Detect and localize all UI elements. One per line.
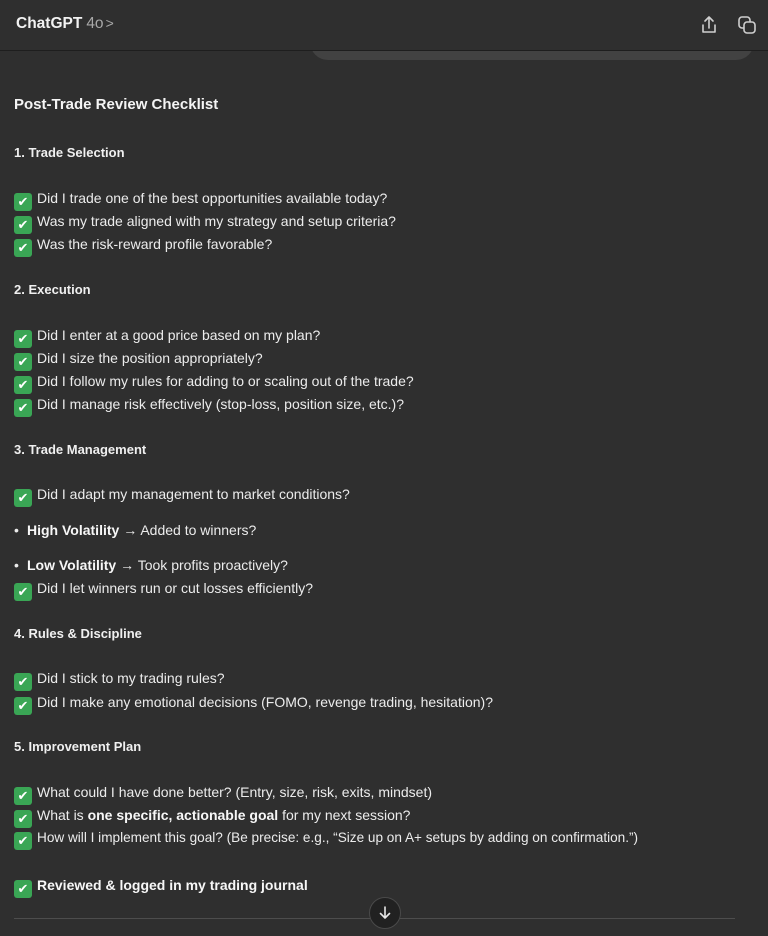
section-heading: 3. Trade Management — [14, 442, 147, 457]
check-icon: ✔ — [14, 673, 32, 691]
final-checklist-item: ✔ Reviewed & logged in my trading journal — [14, 875, 308, 895]
chevron-right-icon: > — [105, 15, 114, 31]
checklist-item: ✔ Did I trade one of the best opportunities available today? — [14, 188, 387, 208]
top-bar — [0, 0, 768, 51]
check-icon: ✔ — [14, 399, 32, 417]
checklist-item: ✔ Did I size the position appropriately? — [14, 348, 263, 368]
scroll-to-bottom-button[interactable] — [369, 897, 401, 929]
check-icon: ✔ — [14, 353, 32, 371]
bullet-item: • Low Volatility → Took profits proactively? — [14, 557, 288, 573]
checklist-item: ✔ Did I enter at a good price based on my plan? — [14, 325, 320, 345]
section-heading: 5. Improvement Plan — [14, 739, 142, 754]
section-heading: 1. Trade Selection — [14, 145, 125, 160]
section-heading: 2. Execution — [14, 282, 91, 297]
check-icon: ✔ — [14, 880, 32, 898]
check-icon: ✔ — [14, 832, 32, 850]
checklist-title: Post-Trade Review Checklist — [14, 96, 219, 113]
checklist-item: ✔ Was the risk-reward profile favorable? — [14, 234, 272, 254]
bullet-item: • High Volatility → Added to winners? — [14, 522, 257, 538]
check-icon: ✔ — [14, 697, 32, 715]
arrow-down-icon — [370, 898, 400, 928]
model-selector[interactable] — [16, 15, 114, 33]
model-name: 4o — [86, 15, 104, 32]
checklist-item: ✔ Was my trade aligned with my strategy and setup criteria? — [14, 211, 396, 231]
new-chat-icon[interactable] — [736, 14, 758, 36]
check-icon: ✔ — [14, 216, 32, 234]
check-icon: ✔ — [14, 787, 32, 805]
check-icon: ✔ — [14, 239, 32, 257]
checklist-item: ✔ Did I adapt my management to market conditions? — [14, 484, 350, 504]
checklist-item: ✔ Did I stick to my trading rules? — [14, 668, 225, 688]
check-icon: ✔ — [14, 489, 32, 507]
check-icon: ✔ — [14, 810, 32, 828]
app-name: ChatGPT — [16, 15, 83, 32]
checklist-item: ✔ Did I follow my rules for adding to or scaling out of the trade? — [14, 371, 414, 391]
check-icon: ✔ — [14, 376, 32, 394]
checklist-item: ✔ Did I make any emotional decisions (FOMO, revenge trading, hesitation)? — [14, 692, 493, 712]
bullet-icon: • — [14, 557, 19, 573]
check-icon: ✔ — [14, 193, 32, 211]
checklist-item: ✔ How will I implement this goal? (Be precise: e.g., “Size up on A+ setups by adding on confirmation.”) — [14, 828, 638, 848]
checklist-item: ✔ What is one specific, actionable goal for my next session? — [14, 805, 410, 825]
bullet-icon: • — [14, 522, 19, 538]
section-heading: 4. Rules & Discipline — [14, 626, 142, 641]
checklist-item: ✔ What could I have done better? (Entry, size, risk, exits, mindset) — [14, 782, 432, 802]
share-icon[interactable] — [698, 14, 720, 36]
check-icon: ✔ — [14, 583, 32, 601]
checklist-item: ✔ Did I manage risk effectively (stop-loss, position size, etc.)? — [14, 394, 404, 414]
check-icon: ✔ — [14, 330, 32, 348]
checklist-item: ✔ Did I let winners run or cut losses efficiently? — [14, 578, 313, 598]
